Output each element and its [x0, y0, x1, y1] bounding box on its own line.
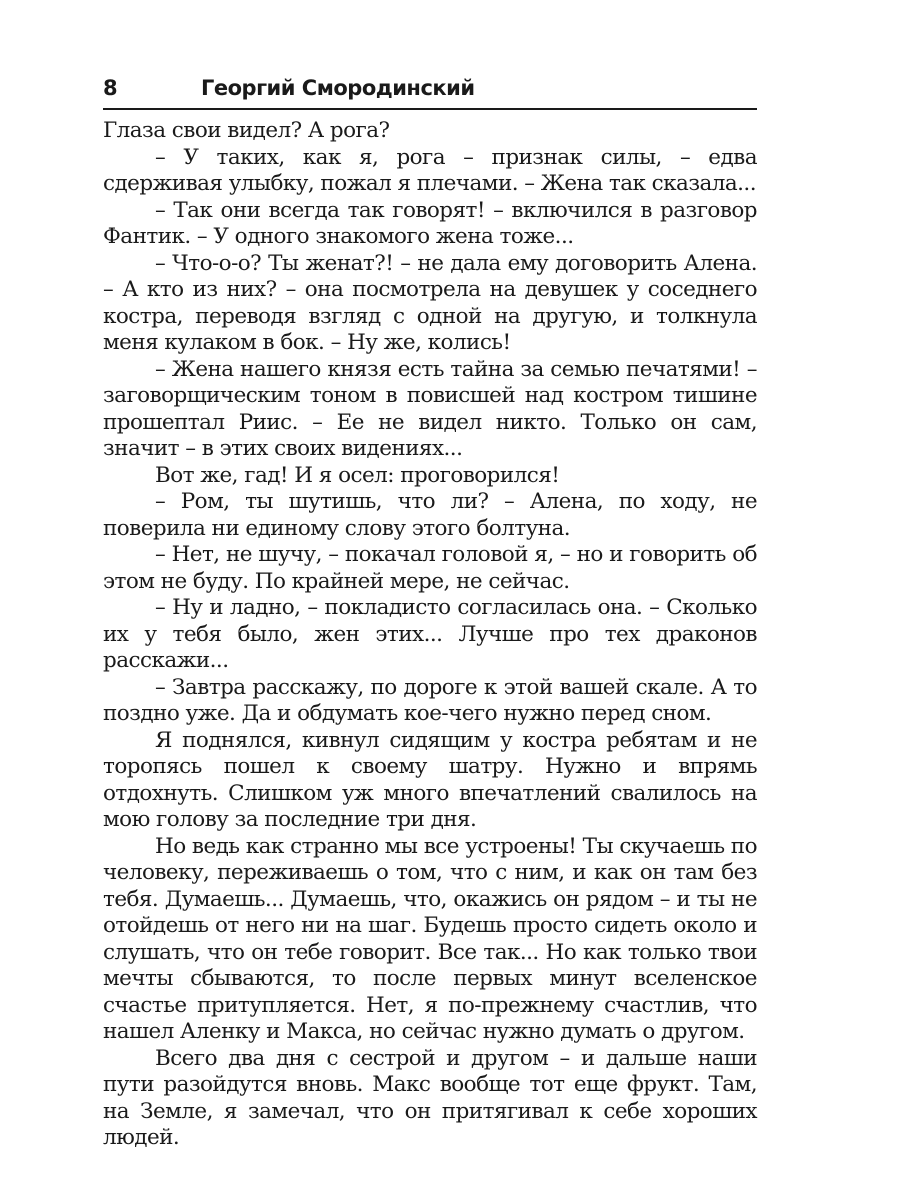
paragraph: – Жена нашего князя есть тайна за семью печатями! – заговорщическим тоном в повисшей над костром тишине прошептал Риис. – Ее не видел никто. Только он сам, значит – в этих своих видениях... [103, 356, 757, 461]
paragraph: Я поднялся, кивнул сидящим у костра ребятам и не торопясь пошел к своему шатру. Нужно и впрямь отдохнуть. Слишком уж много впечатлений свалилось на мою голову за последние три дня. [103, 727, 757, 832]
page-number: 8 [103, 76, 119, 100]
paragraph: Всего два дня с сестрой и другом – и дальше наши пути разойдутся вновь. Макс вообще тот еще фрукт. Там, на Земле, я замечал, что он притягивал к себе хороших людей. [103, 1045, 757, 1150]
paragraph: – У таких, как я, рога – признак силы, – едва сдерживая улыбку, пожал я плечами. – Жена так сказала... [103, 144, 757, 196]
paragraph: Глаза свои видел? А рога? [103, 118, 390, 143]
paragraph: – Что-о-о? Ты женат?! – не дала ему договорить Алена. – А кто из них? – она посмотрела на девушек у соседнего костра, переводя взгляд с одной на другую, и толкнула меня кулаком в бок. – Ну же, колись! [103, 250, 757, 355]
paragraph: Но ведь как странно мы все устроены! Ты скучаешь по человеку, переживаешь о том, что с ним, и как он там без тебя. Думаешь... Думаешь, что, окажись он рядом – и ты не отойдешь от него ни на шаг. Будешь просто сидеть около и слушать, что он тебе говорит. Все так... Но как только твои мечты сбываются, то после первых минут вселенское счастье притупляется. Нет, я по-прежнему счастлив, что нашел Аленку и Макса, но сейчас нужно думать о другом. [103, 833, 757, 1044]
paragraph: – Ну и ладно, – покладисто согласилась она. – Сколько их у тебя было, жен этих... Лучше про тех драконов расскажи... [103, 595, 757, 673]
paragraph: – Завтра расскажу, по дороге к этой вашей скале. А то поздно уже. Да и обдумать кое-чего нужно перед сном. [103, 674, 757, 726]
running-header [103, 72, 757, 110]
paragraph: – Нет, не шучу, – покачал головой я, – но и говорить об этом не буду. По крайней мере, не сейчас. [103, 542, 757, 594]
paragraph: – Ром, ты шутишь, что ли? – Алена, по ходу, не поверила ни единому слову этого болтуна. [103, 489, 757, 541]
paragraph: – Так они всегда так говорят! – включился в разговор Фантик. – У одного знакомого жена тоже... [103, 197, 757, 249]
body-text [103, 118, 757, 1152]
paragraph: Вот же, гад! И я осел: проговорился! [155, 462, 560, 488]
author-name: Георгий Смородинский [201, 76, 475, 100]
